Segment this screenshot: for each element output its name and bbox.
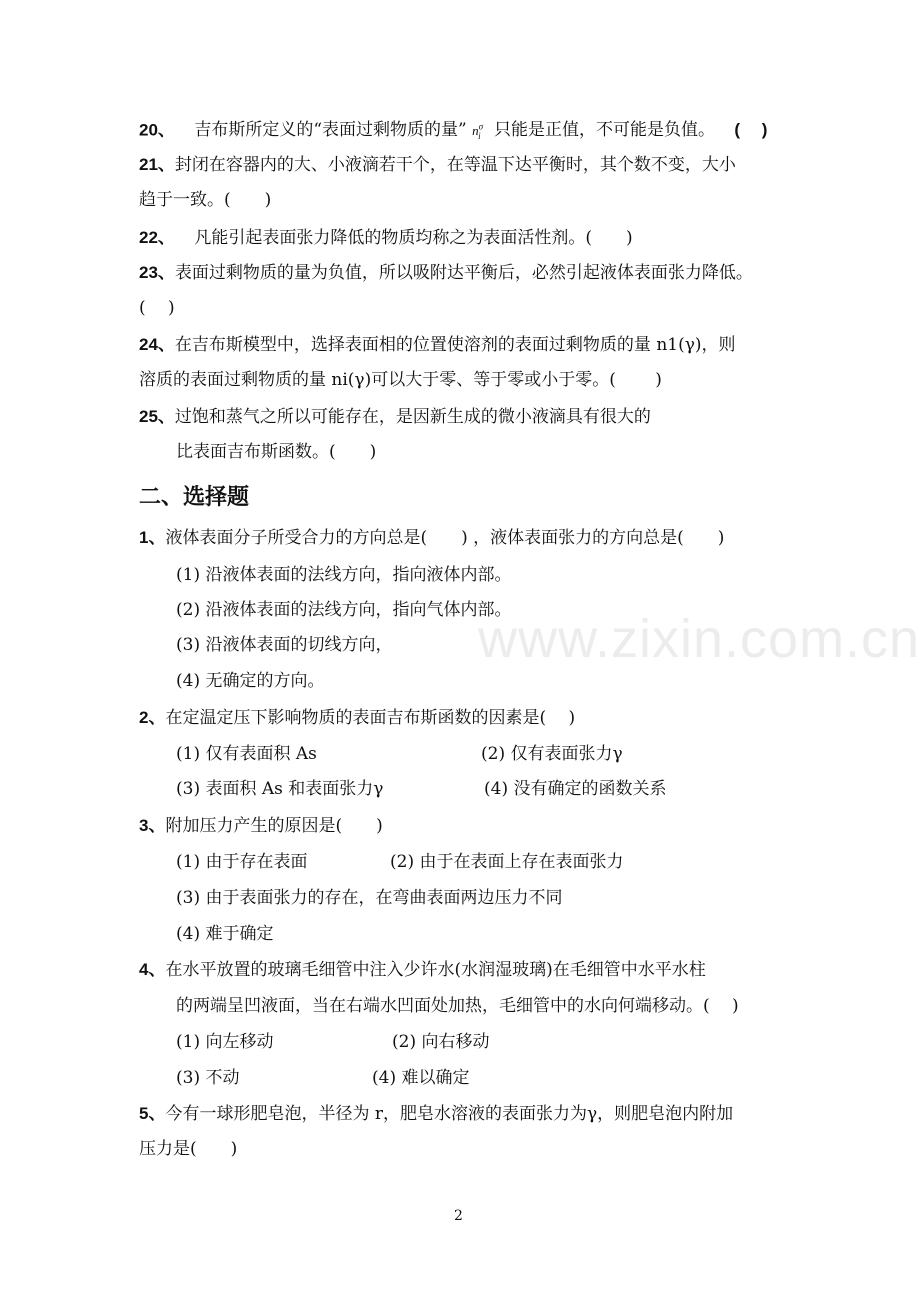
mc-option: (4) 无确定的方向。	[176, 671, 325, 691]
section-heading: 二、选择题	[139, 485, 250, 510]
item-text: 在定温定压下影响物质的表面吉布斯函数的因素是( )	[165, 708, 576, 728]
item-number: 2、	[139, 708, 166, 727]
mc-option: (3) 不动	[176, 1068, 240, 1088]
item-text: 在吉布斯模型中，选择表面相的位置使溶剂的表面过剩物质的量 n1(γ)，则	[174, 335, 736, 355]
tf-item-21	[139, 154, 736, 176]
tf-item-25-cont: 比表面吉布斯函数。( )	[176, 442, 377, 462]
item-text: 过饱和蒸气之所以可能存在，是因新生成的微小液滴具有很大的	[174, 407, 651, 427]
tf-item-25	[139, 406, 651, 428]
mc-option: (1) 仅有表面积 As	[176, 744, 317, 764]
mc-option: (1) 向左移动	[176, 1032, 274, 1052]
page-number: 2	[454, 1208, 463, 1224]
mc-option: (4) 难于确定	[176, 924, 274, 944]
mc-option: (2) 沿液体表面的法线方向，指向气体内部。	[176, 600, 512, 620]
tf-item-22	[139, 227, 633, 249]
item-number: 22、	[139, 228, 175, 247]
item-text: 今有一球形肥皂泡，半径为 r，肥皂水溶液的表面张力为γ，则肥皂泡内附加	[165, 1104, 734, 1124]
item-text-after: 只能是正值，不可能是负值。	[494, 120, 715, 141]
item-number: 3、	[139, 816, 166, 835]
tf-item-24-cont: 溶质的表面过剩物质的量 ni(γ)可以大于零、等于零或小于零。( )	[139, 370, 662, 390]
tf-item-23-cont: ( )	[139, 298, 175, 318]
item-number: 25、	[139, 407, 175, 426]
answer-paren: ( )	[734, 120, 768, 140]
item-number: 23、	[139, 263, 175, 282]
item-text: 封闭在容器内的大、小液滴若干个，在等温下达平衡时，其个数不变，大小	[174, 155, 736, 175]
mc-item-5-cont: 压力是( )	[139, 1139, 238, 1159]
item-text: 吉布斯所定义的“表面过剩物质的量”	[194, 120, 467, 141]
mc-item-4	[139, 959, 706, 981]
mc-option: (4) 没有确定的函数关系	[484, 779, 667, 799]
mc-option: (1) 沿液体表面的法线方向，指向液体内部。	[176, 565, 512, 585]
item-number: 5、	[139, 1104, 166, 1123]
tf-item-21-cont: 趋于一致。( )	[139, 190, 272, 210]
tf-item-24	[139, 334, 736, 356]
mc-option: (1) 由于存在表面	[176, 852, 308, 872]
mc-item-1	[139, 527, 724, 549]
mc-option: (4) 难以确定	[372, 1068, 470, 1088]
mc-item-5	[139, 1103, 733, 1125]
mc-option: (3) 由于表面张力的存在，在弯曲表面两边压力不同	[176, 888, 563, 908]
tf-item-23	[139, 262, 753, 284]
item-text: 在水平放置的玻璃毛细管中注入少许水(水润湿玻璃)在毛细管中水平水柱	[165, 960, 706, 980]
tf-item-20	[139, 116, 767, 147]
mc-option: (3) 表面积 As 和表面张力γ	[176, 779, 384, 799]
math-symbol: $n^\sigma_i$	[472, 122, 484, 141]
mc-option: (2) 仅有表面张力γ	[481, 744, 623, 764]
item-text: 凡能引起表面张力降低的物质均称之为表面活性剂。( )	[194, 228, 633, 248]
item-number: 1、	[139, 528, 166, 547]
item-number: 24、	[139, 335, 175, 354]
mc-option: (2) 向右移动	[392, 1032, 490, 1052]
item-text: 附加压力产生的原因是( )	[165, 816, 383, 836]
watermark: www.zixin.com.cn	[478, 609, 920, 669]
item-number: 20、	[139, 120, 175, 140]
mc-option: (2) 由于在表面上存在表面张力	[390, 852, 624, 872]
mc-item-2	[139, 707, 575, 729]
item-number: 21、	[139, 155, 175, 174]
item-text: 表面过剩物质的量为负值，所以吸附达平衡后，必然引起液体表面张力降低。	[174, 263, 753, 283]
mc-option: (3) 沿液体表面的切线方向，	[176, 635, 393, 655]
item-number: 4、	[139, 960, 166, 979]
item-text: 液体表面分子所受合力的方向总是( ) ，液体表面张力的方向总是( )	[165, 528, 725, 548]
mc-item-3	[139, 815, 383, 837]
mc-item-4-cont: 的两端呈凹液面，当在右端水凹面处加热，毛细管中的水向何端移动。( )	[176, 996, 739, 1016]
